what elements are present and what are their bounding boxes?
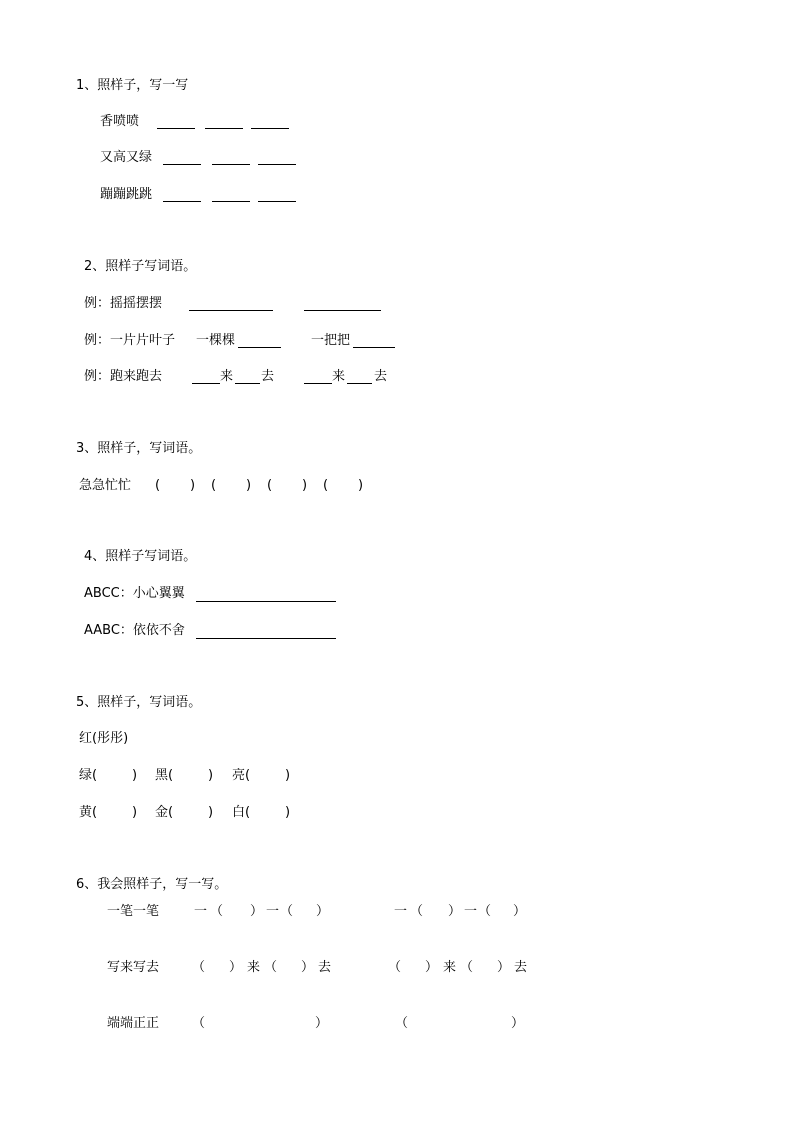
- paren-close: ): [190, 478, 196, 493]
- q2-example: 例：摇摇摆摆: [84, 296, 163, 311]
- paren-close: ): [132, 768, 138, 783]
- paren-close: ）: [511, 1016, 525, 1031]
- q5-item: 黄(: [79, 805, 98, 820]
- q6-lai: 来: [247, 960, 261, 975]
- q1-example: 又高又绿: [100, 150, 153, 165]
- answer-blank[interactable]: [212, 201, 250, 202]
- paren-open: （: [210, 904, 224, 919]
- answer-blank[interactable]: [304, 383, 332, 384]
- answer-blank[interactable]: [196, 638, 336, 639]
- q2-prompt: 一棵棵: [196, 333, 236, 348]
- paren-close: ）: [301, 960, 315, 975]
- q5-item: 金(: [155, 805, 174, 820]
- q2-qu: 去: [374, 369, 388, 384]
- q2-title: 2、照样子写词语。: [84, 259, 197, 274]
- paren-close: ）: [316, 904, 330, 919]
- q5-item: 白(: [232, 805, 251, 820]
- paren-open: (: [267, 478, 273, 493]
- paren-open: (: [211, 478, 217, 493]
- q6-example: 端端正正: [107, 1016, 160, 1031]
- paren-close: ): [302, 478, 308, 493]
- q6-example: 写来写去: [107, 960, 160, 975]
- q4-title: 4、照样子写词语。: [84, 549, 197, 564]
- paren-open: （: [478, 904, 492, 919]
- paren-open: （: [192, 1016, 206, 1031]
- paren-close: ): [208, 768, 214, 783]
- q2-prompt: 一把把: [311, 333, 351, 348]
- answer-blank[interactable]: [238, 347, 281, 348]
- answer-blank[interactable]: [258, 201, 296, 202]
- paren-open: （: [460, 960, 474, 975]
- q6-yi: 一: [266, 904, 280, 919]
- paren-close: ): [285, 805, 291, 820]
- q3-title: 3、照样子，写词语。: [76, 441, 202, 456]
- paren-open: （: [395, 1016, 409, 1031]
- q6-example: 一笔一笔: [107, 904, 160, 919]
- paren-close: ）: [425, 960, 439, 975]
- paren-open: (: [323, 478, 329, 493]
- paren-close: ): [208, 805, 214, 820]
- answer-blank[interactable]: [251, 128, 289, 129]
- paren-open: （: [192, 960, 206, 975]
- answer-blank[interactable]: [196, 601, 336, 602]
- q6-lai: 来: [443, 960, 457, 975]
- q2-example: 例：跑来跑去: [84, 369, 163, 384]
- paren-open: （: [264, 960, 278, 975]
- q5-item: 黑(: [155, 768, 174, 783]
- answer-blank[interactable]: [163, 201, 201, 202]
- answer-blank[interactable]: [163, 164, 201, 165]
- q4-label: AABC：依依不舍: [84, 623, 185, 638]
- answer-blank[interactable]: [304, 310, 381, 311]
- q2-qu: 去: [261, 369, 275, 384]
- q6-yi: 一: [394, 904, 408, 919]
- q5-title: 5、照样子，写词语。: [76, 695, 202, 710]
- q2-lai: 来: [332, 369, 346, 384]
- q6-qu: 去: [514, 960, 528, 975]
- q6-title: 6、我会照样子，写一写。: [76, 877, 228, 892]
- paren-close: ）: [315, 1016, 329, 1031]
- paren-close: ）: [229, 960, 243, 975]
- q2-lai: 来: [220, 369, 234, 384]
- paren-close: ）: [448, 904, 462, 919]
- paren-close: ): [358, 478, 364, 493]
- paren-open: （: [388, 960, 402, 975]
- q4-label: ABCC：小心翼翼: [84, 586, 185, 601]
- q6-qu: 去: [318, 960, 332, 975]
- answer-blank[interactable]: [235, 383, 260, 384]
- q1-example: 蹦蹦跳跳: [100, 187, 153, 202]
- q5-item: 绿(: [79, 768, 98, 783]
- answer-blank[interactable]: [212, 164, 250, 165]
- answer-blank[interactable]: [347, 383, 372, 384]
- paren-close: ）: [250, 904, 264, 919]
- answer-blank[interactable]: [205, 128, 243, 129]
- paren-open: (: [155, 478, 161, 493]
- q1-example: 香喷喷: [100, 114, 140, 129]
- q3-example: 急急忙忙: [79, 478, 132, 493]
- paren-open: （: [410, 904, 424, 919]
- q6-yi: 一: [464, 904, 478, 919]
- q2-example: 例：一片片叶子: [84, 333, 176, 348]
- answer-blank[interactable]: [189, 310, 273, 311]
- paren-close: ): [246, 478, 252, 493]
- paren-open: （: [280, 904, 294, 919]
- answer-blank[interactable]: [353, 347, 395, 348]
- q5-example: 红(彤彤): [79, 731, 129, 746]
- q5-item: 亮(: [232, 768, 251, 783]
- paren-close: ）: [497, 960, 511, 975]
- answer-blank[interactable]: [192, 383, 220, 384]
- q6-yi: 一: [194, 904, 208, 919]
- paren-close: ): [132, 805, 138, 820]
- paren-close: ): [285, 768, 291, 783]
- q1-title: 1、照样子，写一写: [76, 78, 189, 93]
- answer-blank[interactable]: [258, 164, 296, 165]
- paren-close: ）: [513, 904, 527, 919]
- answer-blank[interactable]: [157, 128, 195, 129]
